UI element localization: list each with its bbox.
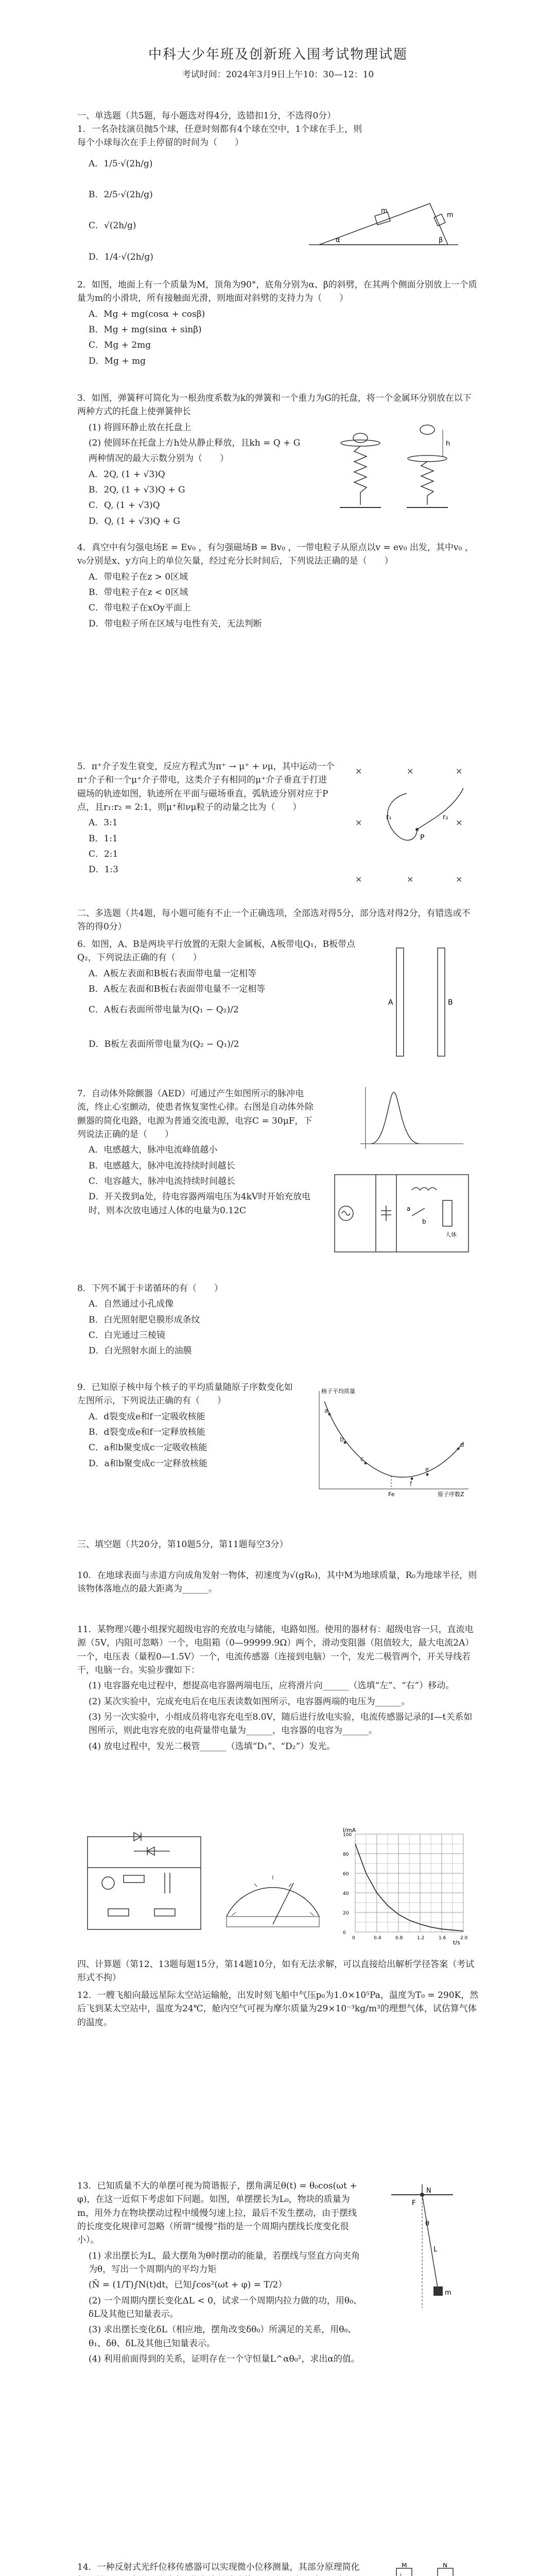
fe-tick-label: Fe <box>388 1491 395 1498</box>
svg-text:×: × <box>456 766 463 776</box>
question-5-option-d: D．1:3 <box>89 865 118 875</box>
question-9-stem: 9．已知原子核中每个核子的平均质量随原子序数变化如左图所示，下列说法正确的有（ ） <box>77 1382 293 1406</box>
pendulum-figure <box>376 2184 468 2318</box>
section-1-title: 一、单选题（共5题，每小题选对得4分，选错扣1分，不选得0分） <box>77 111 336 121</box>
question-8-option-a: A．自然通过小孔成像 <box>89 1299 174 1310</box>
question-1-option-d: D．1/4·√(2h/g) <box>89 251 153 262</box>
aed-circuit <box>335 1175 468 1252</box>
question-3-option-b: B．2Q, (1 + √3)Q + G <box>89 485 185 496</box>
question-3-sub-3: 两种情况的最大示数分别为（ ） <box>89 453 229 464</box>
question-9 <box>77 1381 299 1472</box>
question-6-stem: 6．如图，A、B是两块平行放置的无限大金属板，A板带电Q₁，B板带点Q₂，下列说法正确的有（ ） <box>77 939 356 963</box>
nucleon-y-label: 核子平均质量 <box>321 1388 355 1395</box>
x-tick-label: 0.4 <box>374 1936 381 1941</box>
question-2-option-d: D．Mg + mg <box>89 355 146 366</box>
question-11-stem: 11．某物理兴趣小组探究超级电容的充放电与储能，电路如图。使用的器材有：超级电容一只，直流电源（5V，内阻可忽略）一个，电阻箱（0—99999.9Ω）两个，滑动变阻器（阻值较大，最大电流2A）一个，电压表（量程0—1.5V）一个，电流传感器（连接到电脑）一个，发光二极管两个，开关导线若干，电脑一台。实验步骤如下： <box>77 1624 474 1676</box>
question-2-stem: 2．如图，地面上有一个质量为M，顶角为90°，底角分别为α、β的斜劈，在其两个侧面分别放上一个质量为m的小滑块，所有接触面光滑，则地面对斜劈的支持力为（ ） <box>77 280 477 304</box>
x-tick-label: 0.8 <box>395 1936 403 1941</box>
pendulum-n-label: N <box>426 2187 431 2195</box>
nucleon-x-label: 原子序数Z <box>438 1491 464 1498</box>
section-2-title: 二、多选题（共4题，每小题可能有不止一个正确选项，全部选对得5分，部分选对得2分，有错选或不答的得0分） <box>77 908 471 933</box>
question-13-sub-5: (4) 利用前面得到的关系，证明存在一个守恒量L^αθ₀²，求出α的值。 <box>89 2354 360 2365</box>
pendulum-f-label: F <box>412 2199 416 2207</box>
nucleon-mass-figure <box>309 1386 474 1504</box>
point-b-label: b <box>340 1436 344 1443</box>
y-tick-label: 20 <box>343 1911 349 1916</box>
svg-text:×: × <box>407 874 414 884</box>
fiber-m-label: M <box>402 2563 407 2569</box>
question-6-option-a: A．A板左表面和B板右表面带电量一定相等 <box>89 968 257 979</box>
aed-pulse-plot <box>360 1087 463 1149</box>
svg-text:×: × <box>355 818 362 827</box>
question-8 <box>77 1282 319 1360</box>
question-4-stem: 4．真空中有匀强电场E = Ev₀ ，有匀强磁场B = Bv₀ ，一带电粒子从原点以v = ev₀ 出发，其中v₀ ，v₀分别是x、y方向上的单位矢量，经过充分长时间后，下列说法正确的是（ ） <box>77 543 474 567</box>
question-3-option-d: D．Q, (1 + √3)Q + G <box>89 516 180 527</box>
wedge-figure <box>309 183 463 260</box>
question-7 <box>77 1087 319 1219</box>
svg-text:×: × <box>355 766 362 776</box>
point-c-label: c <box>360 1455 364 1463</box>
question-3-option-c: C．Q, (1 + √3)Q <box>89 500 160 511</box>
current-time-chart <box>340 1824 474 1947</box>
question-4 <box>77 541 479 633</box>
pendulum-theta-label: θ <box>425 2220 429 2228</box>
question-4-option-a: A．带电粒子在z > 0区域 <box>89 571 188 582</box>
x-tick-label: 0 <box>352 1936 355 1941</box>
question-14 <box>77 2561 366 2576</box>
question-9-option-c: C．a和b聚变成c一定吸收核能 <box>89 1443 207 1453</box>
question-4-option-b: B．带电粒子在z < 0区域 <box>89 587 188 598</box>
decay-track-figure <box>350 762 468 891</box>
question-7-stem: 7．自动体外除颤器（AED）可通过产生如图所示的脉冲电流，终止心室颤动，使患者恢复窦性心律。右图是自动体外除颤器的简化电路，电源为普通交流电源，电容C = 30μF，下列说法正确的是（ ） <box>77 1089 314 1140</box>
x-tick-label: 1.6 <box>439 1936 446 1941</box>
question-8-stem: 8．下列不属于卡诺循环的有（ ） <box>77 1283 223 1294</box>
question-4-option-d: D．带电粒子所在区域与电性有关，无法判断 <box>89 618 262 629</box>
question-5-stem: 5．π⁺介子发生衰变，反应方程式为π⁺ → μ⁺ + νμ，其中运动一个π⁺介子和一个μ⁺介子带电，这类介子有相同的μ⁺介子垂直于打进磁场的轨迹如图，轨迹所在平面与磁场垂直，弧轨迹分别对应于P点，且r₁:r₂ = 2:1，则μ⁺和νμ粒子的动量之比为（ ） <box>77 761 335 813</box>
question-14-stem: 14．一种反射式光纤位移传感器可以实现微小位移测量，其部分原理简化 <box>77 2562 360 2572</box>
question-9-option-d: D．a和b聚变成c一定释放核能 <box>89 1458 208 1469</box>
exam-time: 考试时间：2024年3月9日上午10：30—12：10 <box>182 70 374 80</box>
question-9-option-b: B．d裂变成e和f一定释放核能 <box>89 1427 205 1438</box>
question-8-option-d: D．白光照射水面上的油膜 <box>89 1346 192 1357</box>
plate-b-label: B <box>448 998 453 1007</box>
question-5 <box>77 760 335 879</box>
aed-person-label: 人体 <box>445 1231 457 1238</box>
question-10-stem: 10．在地球表面与赤道方向成角发射一物体，初速度为√(gR₀)，其中M为地球质量，R₀为地球半径，则该物体落地点的最大距离为______。 <box>77 1570 477 1595</box>
question-2-option-b: B．Mg + mg(sinα + sinβ) <box>89 325 202 335</box>
question-7-option-c: C．电容越大，脉冲电流持续时间越长 <box>89 1176 236 1187</box>
question-11-sub-2: (2) 某次实验中，完成充电后在电压表读数如图所示，电容器两端的电压为______。 <box>89 1696 410 1707</box>
spring-h-label: h <box>446 440 450 448</box>
question-1-option-a: A．1/5·√(2h/g) <box>89 158 153 169</box>
parallel-plates-figure <box>381 943 463 1061</box>
question-7-option-b: B．电感越大，脉冲电流持续时间越长 <box>89 1160 235 1171</box>
exam-title: 中科大少年班及创新班入围考试物理试题 <box>148 47 408 62</box>
question-11-sub-4: (4) 放电过程中，发光二极管______（选填“D₁”、“D₂”）发光。 <box>89 1741 336 1752</box>
decay-point-label: P <box>420 834 425 842</box>
wedge-beta-label: β <box>439 236 443 244</box>
question-6 <box>77 938 366 1053</box>
question-13 <box>77 2179 366 2368</box>
question-6-option-d: D．B板左表面所带电量为(Q₂ − Q₁)/2 <box>89 1039 239 1049</box>
question-1-option-b: B．2/5·√(2h/g) <box>89 190 153 200</box>
question-12-stem: 12．一艘飞船向最远星际太空站运输舱，出发时刻飞船中气压p₀为1.0×10⁵Pa，温度为T₀ = 290K，然后飞到某太空站中，温度为24℃，舱内空气可视为摩尔质量为29×10⁻³kg/m³的理想气体，试估算气体的温度。 <box>77 1990 479 2028</box>
question-1-stem: 1．一名杂技演员抛5个球，任意时刻都有4个球在空中，1个球在手上，则每个小球每次在手上停留的时间为（ ） <box>77 124 362 148</box>
question-3-sub-1: (1) 将圆环静止放在托盘上 <box>89 422 192 433</box>
question-4-option-c: C．带电粒子在xOy平面上 <box>89 603 192 614</box>
section-4-title: 四、计算题（第12、13题每题15分，第14题10分，如有无法求解，可以直接给出解析学径答案（考试形式不拘） <box>77 1959 475 1984</box>
magnetic-field-crosses <box>355 766 462 884</box>
question-2-option-c: C．Mg + 2mg <box>89 340 151 351</box>
question-13-sub-4: (3) 求出摆长变化δL（相应地，摆角改变δθ₀）所满足的关系，用θ₀、θ₁、δθ、δL及其他已知量表示。 <box>89 2325 357 2349</box>
question-3-option-a: A．2Q, (1 + √3)Q <box>89 469 165 480</box>
fiber-n-label: N <box>443 2563 447 2569</box>
question-7-option-a: A．电感越大，脉冲电流峰值越小 <box>89 1145 218 1156</box>
question-12 <box>77 1989 479 2029</box>
aed-figure <box>329 1082 474 1267</box>
nucleon-points <box>324 1407 464 1487</box>
y-tick-label: 80 <box>343 1852 349 1857</box>
point-e-label: e <box>425 1466 429 1473</box>
aed-switch-b-label: b <box>422 1218 426 1225</box>
wedge-mass-left-label: m <box>381 207 388 215</box>
y-tick-label: 0 <box>343 1930 346 1936</box>
question-3-sub-2: (2) 使圆环在托盘上方h处从静止释放，且kh = Q + G <box>89 438 301 449</box>
question-13-sub-1: (1) 求出摆长为L，最大摆角为θ时摆动的能量，若摆线与竖直方向夹角为θ，写出一个周期内的平均力矩 <box>89 2250 360 2275</box>
current-x-label: t/s <box>453 1939 460 1946</box>
y-tick-label: 60 <box>343 1872 349 1877</box>
x-tick-label: 2.0 <box>460 1936 468 1941</box>
question-11 <box>77 1623 479 1755</box>
x-tick-label: 1.2 <box>417 1936 425 1941</box>
plate-a-label: A <box>388 998 393 1007</box>
question-13-sub-2: (N̄ = (1/T)∫N(t)dt，已知∫cos²(ωt + φ) = T/2） <box>89 2280 287 2291</box>
question-6-option-c: C．A板右表面所带电量为(Q₁ − Q₂)/2 <box>89 1005 239 1015</box>
chart-grid <box>343 1833 468 1941</box>
svg-text:×: × <box>456 874 463 884</box>
current-y-label: I/mA <box>343 1827 356 1834</box>
voltmeter-ticks <box>232 1875 314 1916</box>
voltmeter-figure <box>216 1855 329 1932</box>
question-9-option-a: A．d裂变成e和f一定吸收核能 <box>89 1411 205 1422</box>
question-11-sub-3: (3) 另一次实验中，小组成员将电容充电至8.0V，随后进行放电实验，电流传感器记录的I—t关系如图所示，则此电容充放的电荷量带电量为______，电容器的电容为______。 <box>89 1712 473 1736</box>
spring-scale-figure <box>329 422 463 520</box>
wedge-mass-right-label: m <box>447 211 454 219</box>
point-f-label: f <box>410 1480 412 1487</box>
question-1-option-c: C．√(2h/g) <box>89 221 136 231</box>
point-a-label: a <box>324 1407 328 1414</box>
point-d-label: d <box>460 1441 464 1448</box>
question-13-sub-3: (2) 一个周期内摆长变化ΔL < 0，试求一个周期内拉力做的功，用θ₀、δL及其他已知量表示。 <box>89 2295 362 2320</box>
aed-switch-a-label: a <box>407 1205 411 1212</box>
capacitor-circuit-figure <box>77 1826 211 1940</box>
question-2 <box>77 278 479 370</box>
pendulum-m-label: m <box>445 2289 451 2297</box>
question-10 <box>77 1569 479 1596</box>
pendulum-l-label: L <box>433 2246 438 2253</box>
question-5-option-a: A．3:1 <box>89 818 118 828</box>
y-tick-label: 40 <box>343 1891 349 1896</box>
section-3-title: 三、填空题（共20分，第10题5分，第11题每空3分） <box>77 1539 288 1550</box>
question-5-option-c: C．2:1 <box>89 849 118 860</box>
question-11-sub-1: (1) 电容器充电过程中，想提高电容器两端电压，应将滑片向______（选填“左”、“右”）移动。 <box>89 1681 455 1691</box>
svg-text:×: × <box>407 766 414 776</box>
question-7-option-d: D．开关拨到a处，待电容器两端电压为4kV时开始充放电时，则本次放电通过人体的电量为0.12C <box>89 1192 311 1216</box>
svg-text:×: × <box>355 874 362 884</box>
wedge-alpha-label: α <box>336 236 340 244</box>
svg-text:×: × <box>456 818 463 827</box>
question-8-option-c: C．白光通过三棱镜 <box>89 1330 166 1341</box>
question-13-stem: 13．已知质量不大的单摆可视为简谐振子，摆角满足θ(t) = θ₀cos(ωt + φ)，在这一近似下考虑如下问题。如图，单摆摆长为L₀，物块的质量为m，用外力在物块摆动过程中缓慢匀速上拉，最后不发生摆动，由于摆线的长度变化规律可忽略（所谓“缓慢”指的是一个周期内摆线长度变化很小）。 <box>77 2181 357 2246</box>
question-6-option-b: B．A板左表面和B板右表面带电量不一定相等 <box>89 984 266 995</box>
question-3-stem: 3．如图，弹簧秤可简化为一根劲度系数为k的弹簧和一个重力为G的托盘，将一个金属环分别放在以下两种方式的托盘上使弹簧伸长 <box>77 393 472 417</box>
fiber-sensor-figure <box>376 2563 474 2576</box>
y-tick-label: 100 <box>343 1833 352 1838</box>
question-8-option-b: B．白光照射肥皂膜形成条纹 <box>89 1314 200 1325</box>
question-2-option-a: A．Mg + mg(cosα + cosβ) <box>89 309 205 319</box>
track-r1-label: r₁ <box>386 814 392 821</box>
track-r2-label: r₂ <box>443 814 448 821</box>
question-5-option-b: B．1:1 <box>89 833 118 844</box>
